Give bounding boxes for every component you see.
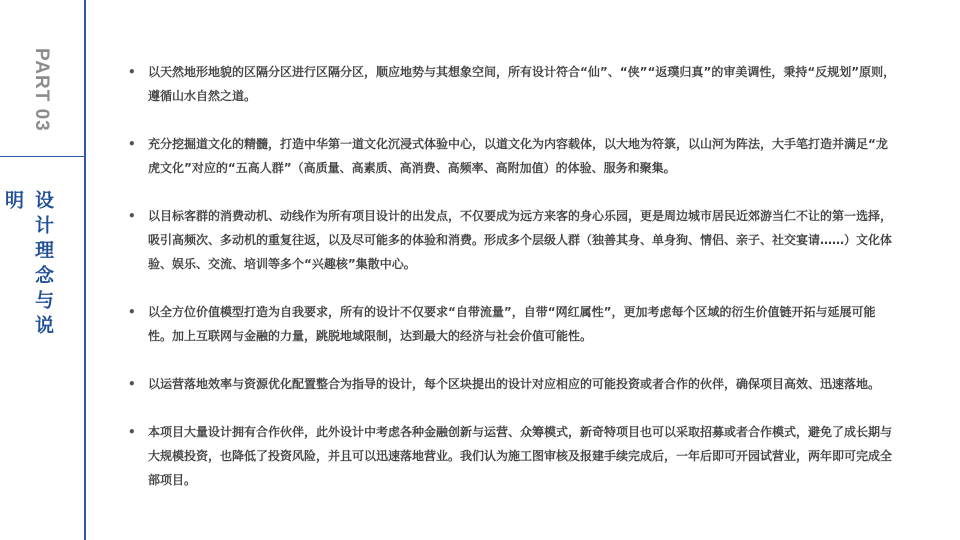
bullet-dot-icon: • [128, 209, 136, 223]
bullet-list [128, 60, 898, 516]
bullet-text: 以目标客群的消费动机、动线作为所有项目设计的出发点，不仅要成为远方来客的身心乐园，更是周边城市居民近郊游当仁不让的第一选择，吸引高频次、多动机的重复往返，以及尽可能多的体验和消费。形成多个层级人群（独善其身、单身狗、情侣、亲子、社交宴请……）文化体验、娱乐、交流、培训等多个“兴趣核”集散中心。 [148, 209, 893, 271]
sidebar-divider [0, 156, 86, 157]
bullet-text: 以运营落地效率与资源优化配置整合为指导的设计，每个区块提出的设计对应相应的可能投资或者合作的伙伴，确保项目高效、迅速落地。 [148, 377, 881, 391]
bullet-item-4 [128, 300, 898, 348]
bullet-dot-icon: • [128, 305, 136, 319]
bullet-text: 以天然地形地貌的区隔分区进行区隔分区，顺应地势与其想象空间，所有设计符合“仙”、“侠”“返璞归真”的审美调性，秉持“反规划”原则，遵循山水自然之道。 [148, 65, 896, 103]
bullet-dot-icon: • [128, 377, 136, 391]
part-label: PART 03 [31, 48, 52, 132]
bullet-dot-icon: • [128, 425, 136, 439]
bullet-text: 充分挖掘道文化的精髓，打造中华第一道文化沉浸式体验中心，以道文化为内容载体，以大地为符箓，以山河为阵法，大手笔打造并满足“龙虎文化”对应的“五高人群”（高质量、高素质、高消费、高频率、高附加值）的体验、服务和聚集。 [148, 137, 888, 175]
bullet-text: 以全方位价值模型打造为自我要求，所有的设计不仅要求“自带流量”，自带“网红属性”，更加考虑每个区域的衍生价值链开拓与延展可能性。加上互联网与金融的力量，跳脱地域限制，达到最大的经济与社会价值可能性。 [148, 305, 876, 343]
sidebar [0, 0, 86, 540]
bullet-item-1 [128, 60, 898, 108]
bullet-dot-icon: • [128, 65, 136, 79]
section-title: 设计理念与说明 [2, 190, 54, 340]
bullet-dot-icon: • [128, 137, 136, 151]
bullet-item-3 [128, 204, 898, 276]
bullet-text: 本项目大量设计拥有合作伙伴，此外设计中考虑各种金融创新与运营、众筹模式，新奇特项目也可以采取招募或者合作模式，避免了成长期与大规模投资，也降低了投资风险，并且可以迅速落地营业。我们认为施工图审核及报建手续完成后，一年后即可开园试营业，两年即可完成全部项目。 [148, 425, 893, 487]
bullet-item-5 [128, 372, 898, 396]
bullet-item-2 [128, 132, 898, 180]
bullet-item-6 [128, 420, 898, 492]
